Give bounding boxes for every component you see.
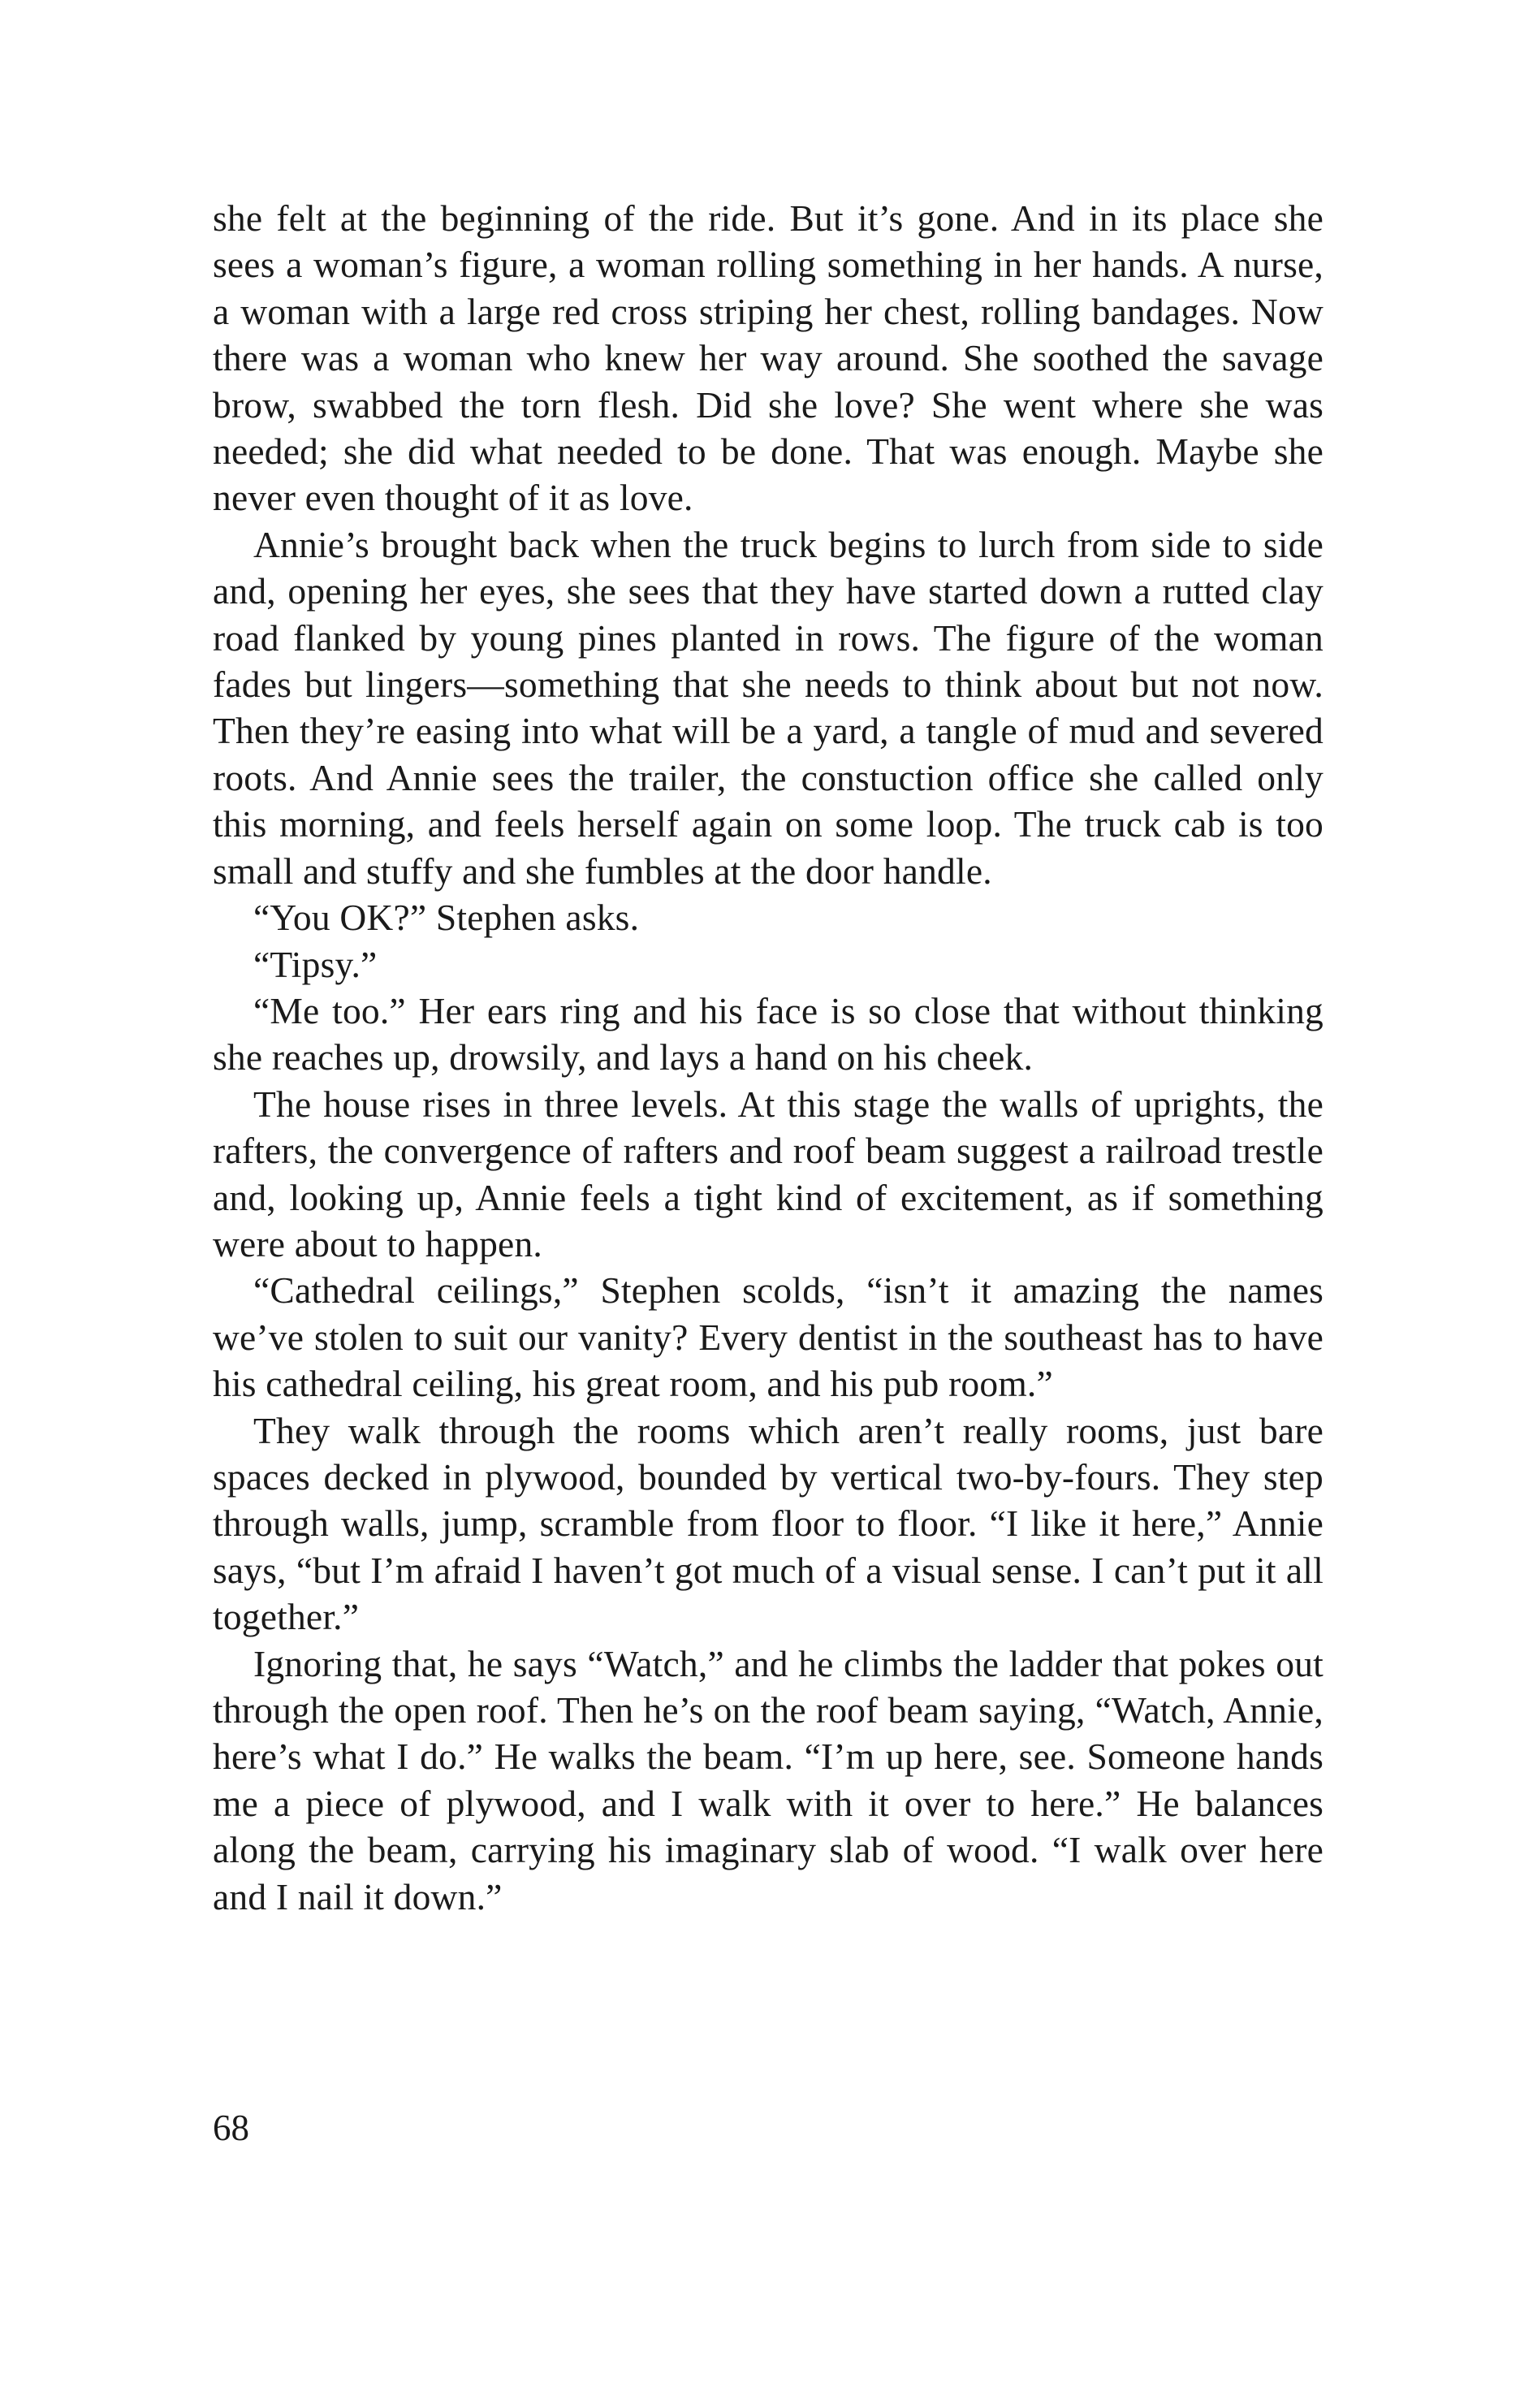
paragraph: “Me too.” Her ears ring and his face is so close that without thinking she reaches up, drowsily, and lays a hand on his cheek.	[213, 989, 1324, 1079]
paragraph: she felt at the beginning of the ride. But it’s gone. And in its place she sees a woman’s figure, a woman rolling something in her hands. A nurse, a woman with a large red cross striping her chest, rolling bandages. Now there was a woman who knew her way around. She soothed the savage brow, swabbed the torn flesh. Did she love? She went where she was needed; she did what needed to be done. That was enough. Maybe she never even thought of it as love.	[213, 197, 1324, 519]
paragraph: Annie’s brought back when the truck begins to lurch from side to side and, opening her eyes, she sees that they have started down a rutted clay road flanked by young pines planted in rows. The figure of the woman fades but lingers—something that she needs to think about but not now. Then they’re easing into what will be a yard, a tangle of mud and severed roots. And Annie sees the trailer, the constuction office she called only this morning, and feels herself again on some loop. The truck cab is too small and stuffy and she fumbles at the door handle.	[213, 523, 1324, 892]
body-text	[213, 195, 1324, 1920]
paragraph: “Cathedral ceilings,” Stephen scolds, “isn’t it amazing the names we’ve stolen to suit our vanity? Every dentist in the southeast has to have his cathedral ceiling, his great room, and his pub room.”	[213, 1269, 1324, 1405]
paragraph: “Tipsy.”	[253, 943, 378, 985]
paragraph: Ignoring that, he says “Watch,” and he climbs the ladder that pokes out through the open roof. Then he’s on the roof beam saying, “Watch, Annie, here’s what I do.” He walks the beam. “I’m up here, see. Someone hands me a piece of plywood, and I walk with it over to here.” He balances along the beam, carrying his imaginary slab of wood. “I walk over here and I nail it down.”	[213, 1642, 1324, 1917]
paragraph: The house rises in three levels. At this stage the walls of uprights, the rafters, the convergence of rafters and roof beam suggest a railroad trestle and, looking up, Annie feels a tight kind of excitement, as if something were about to happen.	[213, 1083, 1324, 1265]
paragraph: They walk through the rooms which aren’t really rooms, just bare spaces decked in plywood, bounded by vertical two-by-fours. They step through walls, jump, scramble from floor to floor. “I like it here,” Annie says, “but I’m afraid I haven’t got much of a visual sense. I can’t put it all together.”	[213, 1409, 1324, 1638]
page-number: 68	[213, 2108, 249, 2148]
paragraph: “You OK?” Stephen asks.	[253, 897, 640, 939]
